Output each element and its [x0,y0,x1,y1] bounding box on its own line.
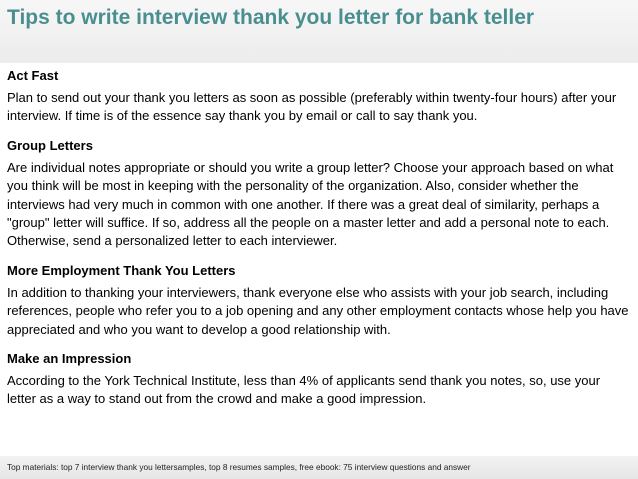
section-heading: Make an Impression [7,351,132,367]
section-group-letters [7,137,631,251]
section-make-impression [7,350,631,409]
section-act-fast [7,67,631,126]
section-more-employment [7,262,631,339]
section-text: Plan to send out your thank you letters as soon as possible (preferably within twenty-four hours) after your interview. If time is of the essence say thank you by email or call to say thank you. [7,90,617,124]
section-text: According to the York Technical Institute, less than 4% of applicants send thank you notes, so, use your letter as a way to stand out from the crowd and make a good impression. [7,373,601,407]
section-heading: Act Fast [7,68,59,83]
section-text: In addition to thanking your interviewers, thank everyone else who assists with your job search, including references, people who refer you to a job opening and any other employment contacts whose help you have appreciated and who you want to develop a good relationship with. [7,284,629,337]
page-title: Tips to write interview thank you letter for bank teller [7,6,535,29]
footer-text: Top materials: top 7 interview thank you lettersamples, top 8 resumes samples, free ebook: 75 interview questions and answer [7,462,471,472]
section-heading: More Employment Thank You Letters [7,262,236,278]
section-heading: Group Letters [7,137,93,153]
section-text: Are individual notes appropriate or should you write a group letter? Choose your approach based on what you think will be most in keeping with the personality of the organization. Also, consider whether the interviews had very much in common with one another. If there was a great deal of similarity, perhaps a "group" letter will suffice. If so, address all the people on a master letter and add a personal note to each. Otherwise, send a personalized letter to each interviewer. [7,159,614,249]
content [7,67,631,420]
